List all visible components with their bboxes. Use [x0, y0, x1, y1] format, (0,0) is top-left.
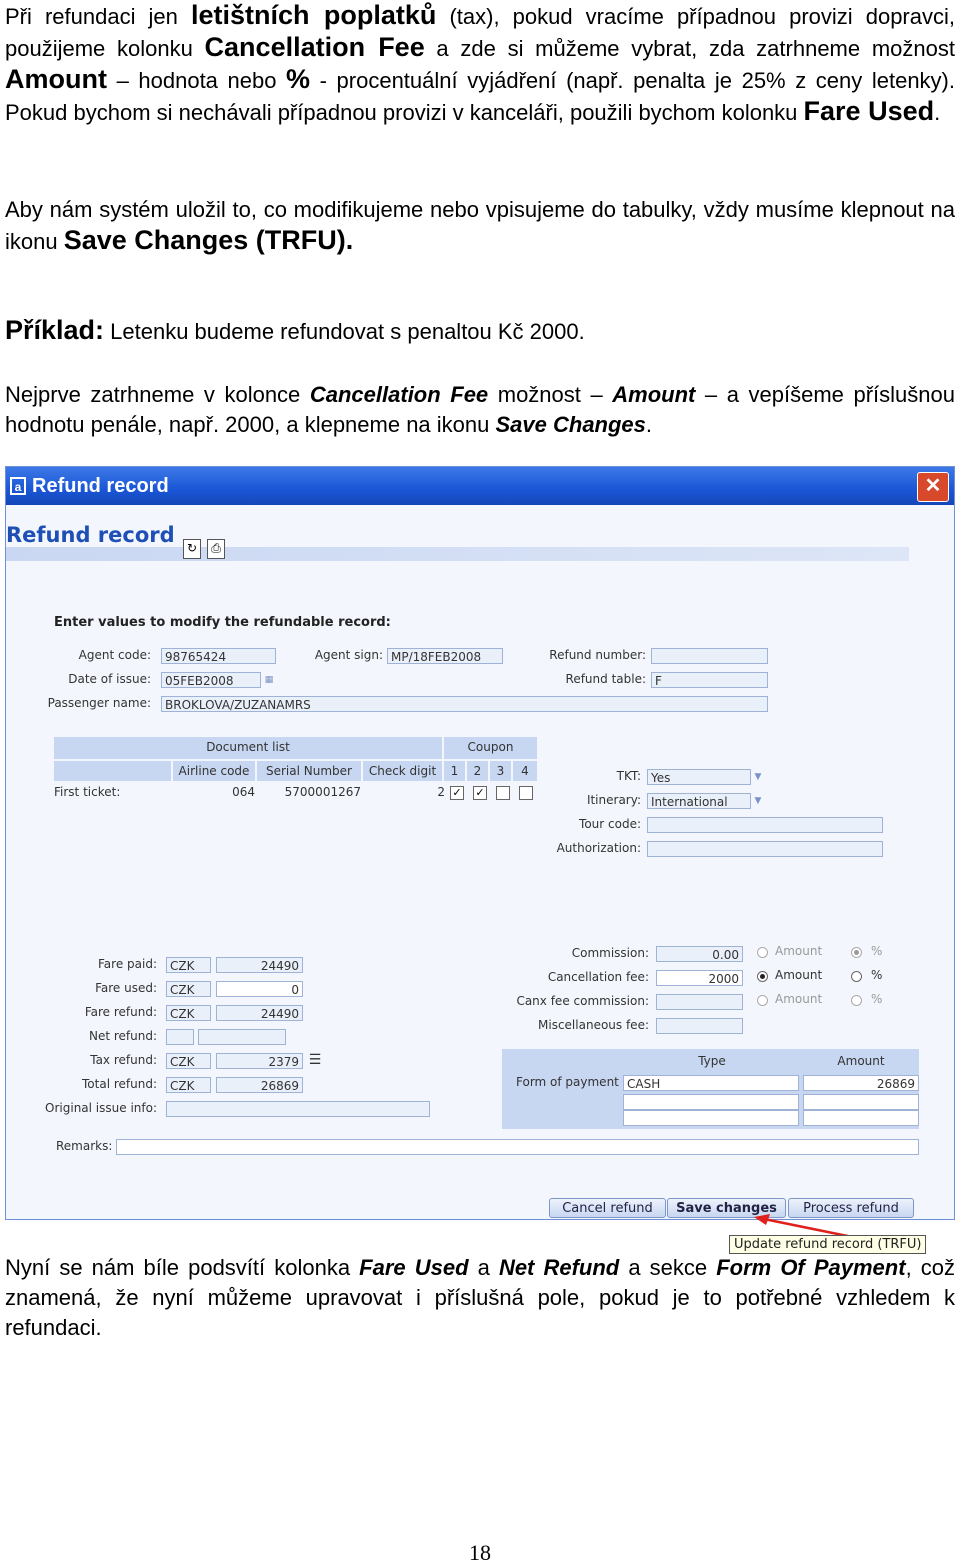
first-ticket-label: First ticket:: [54, 785, 121, 799]
original-issue-label: Original issue info:: [45, 1101, 157, 1115]
fare-refund-field[interactable]: 24490: [216, 1005, 303, 1021]
refund-number-label: Refund number:: [549, 648, 646, 662]
table-header-blank: [54, 761, 171, 781]
misc-fee-field[interactable]: [656, 1018, 743, 1034]
tour-code-label: Tour code:: [579, 817, 641, 831]
coupon-4-checkbox[interactable]: [519, 786, 533, 800]
window-title: Refund record: [32, 474, 169, 497]
cancellation-percent-radio[interactable]: [851, 971, 862, 982]
canx-amount-label: Amount: [775, 992, 823, 1006]
commission-percent-radio[interactable]: [851, 947, 862, 958]
paragraph-1: Při refundaci jen letištních poplatků (tax), pokud vracíme případnou provizi dopravci, použijeme kolonku Cancellation Fee a zde si můžeme vybrat, zda zatrhneme možnost Amount – hodnota nebo % - procentuální vyjádření (např. penalta je 25% z ceny letenky). Pokud bychom si nechávali případnou provizi v kanceláři, použili bychom kolonku Fare Used.: [5, 0, 955, 126]
remarks-label: Remarks:: [56, 1139, 113, 1153]
fare-refund-currency[interactable]: CZK: [166, 1005, 211, 1021]
fop-type-field-2[interactable]: [623, 1094, 799, 1110]
total-refund-field[interactable]: 26869: [216, 1077, 303, 1093]
serial-number-header: Serial Number: [257, 761, 361, 781]
commission-percent-label: %: [871, 944, 883, 958]
heading-bar: [6, 547, 909, 561]
commission-label: Commission:: [571, 946, 649, 960]
cancellation-fee-field[interactable]: 2000: [656, 970, 743, 986]
save-tooltip: Update refund record (TRFU): [729, 1235, 926, 1254]
fop-amount-header: Amount: [803, 1051, 919, 1073]
misc-fee-label: Miscellaneous fee:: [538, 1018, 649, 1032]
window-titlebar: [6, 467, 954, 505]
agent-sign-label: Agent sign:: [314, 648, 383, 662]
net-refund-field[interactable]: [198, 1029, 286, 1045]
coupon-header: Coupon: [444, 737, 537, 759]
coupon-1-checkbox[interactable]: ✓: [450, 786, 464, 800]
cancellation-amount-radio[interactable]: [757, 971, 768, 982]
calendar-icon[interactable]: ▦: [264, 675, 274, 685]
passenger-name-field[interactable]: BROKLOVA/ZUZANAMRS: [161, 696, 768, 712]
tour-code-field[interactable]: [647, 817, 883, 833]
cancel-refund-button[interactable]: Cancel refund: [549, 1198, 666, 1218]
cancellation-percent-label: %: [871, 968, 883, 982]
agent-code-field[interactable]: 98765424: [161, 648, 276, 664]
fare-paid-label: Fare paid:: [98, 957, 157, 971]
tax-details-icon[interactable]: ☰: [308, 1052, 322, 1068]
chevron-down-icon[interactable]: ▼: [754, 772, 762, 782]
coupon-2-checkbox[interactable]: ✓: [473, 786, 487, 800]
tax-refund-field[interactable]: 2379: [216, 1053, 303, 1069]
commission-amount-radio[interactable]: [757, 947, 768, 958]
refund-number-field[interactable]: [651, 648, 768, 664]
total-refund-label: Total refund:: [82, 1077, 157, 1091]
remarks-field[interactable]: [116, 1139, 919, 1155]
net-refund-currency[interactable]: [166, 1029, 194, 1045]
tax-refund-label: Tax refund:: [90, 1053, 157, 1067]
coupon-2-header: 2: [467, 761, 488, 781]
window-icon: a: [10, 477, 26, 495]
example-paragraph: Příklad: Letenku budeme refundovat s penaltou Kč 2000.: [5, 315, 585, 345]
form-of-payment-label: Form of payment: [516, 1075, 619, 1089]
commission-amount-label: Amount: [775, 944, 823, 958]
passenger-name-label: Passenger name:: [47, 696, 151, 710]
airline-code-cell: 064: [232, 785, 255, 799]
refund-table-field[interactable]: F: [651, 672, 768, 688]
refund-table-label: Refund table:: [565, 672, 646, 686]
record-heading: Refund record: [6, 523, 175, 547]
print-icon[interactable]: ⎙: [207, 539, 225, 559]
fare-used-currency[interactable]: CZK: [166, 981, 211, 997]
document-list-header: Document list: [54, 737, 442, 759]
fop-type-header: Type: [623, 1051, 801, 1073]
fop-type-field[interactable]: CASH: [623, 1075, 799, 1091]
paragraph-5: Nyní se nám bíle podsvítí kolonka Fare Used a Net Refund a sekce Form Of Payment, což znamená, že nyní můžeme upravovat i příslušná pole, pokud je to potřebné vzhledem k refundaci.: [5, 1255, 955, 1340]
canx-percent-radio[interactable]: [851, 995, 862, 1006]
fop-amount-field[interactable]: 26869: [803, 1075, 919, 1091]
fare-refund-label: Fare refund:: [84, 1005, 157, 1019]
paragraph-2: Aby nám systém uložil to, co modifikujeme nebo vpisujeme do tabulky, vždy musíme klepnout na ikonu Save Changes (TRFU).: [5, 197, 955, 255]
agent-code-label: Agent code:: [78, 648, 151, 662]
authorization-field[interactable]: [647, 841, 883, 857]
itinerary-select[interactable]: International: [647, 793, 751, 809]
canx-percent-label: %: [871, 992, 883, 1006]
net-refund-label: Net refund:: [88, 1029, 157, 1043]
tax-refund-currency[interactable]: CZK: [166, 1053, 211, 1069]
date-of-issue-label: Date of issue:: [68, 672, 151, 686]
fare-used-field[interactable]: 0: [216, 981, 303, 997]
itinerary-label: Itinerary:: [586, 793, 641, 807]
process-refund-button[interactable]: Process refund: [788, 1198, 914, 1218]
paragraph-4: Nejprve zatrhneme v kolonce Cancellation Fee možnost – Amount – a vepíšeme příslušnou hodnotu penále, např. 2000, a klepneme na ikonu Save Changes.: [5, 382, 955, 437]
fop-amount-field-2[interactable]: [803, 1094, 919, 1110]
fare-paid-field[interactable]: 24490: [216, 957, 303, 973]
commission-field[interactable]: 0.00: [656, 946, 743, 962]
fare-used-label: Fare used:: [95, 981, 157, 995]
coupon-3-checkbox[interactable]: [496, 786, 510, 800]
refund-record-window: [5, 466, 955, 1252]
tkt-select[interactable]: Yes: [647, 769, 751, 785]
airline-code-header: Airline code: [173, 761, 255, 781]
canx-commission-label: Canx fee commission:: [516, 994, 649, 1008]
authorization-label: Authorization:: [556, 841, 641, 855]
fop-type-field-3[interactable]: [623, 1110, 799, 1126]
save-changes-button[interactable]: Save changes: [667, 1198, 786, 1218]
check-digit-cell: 2: [437, 785, 445, 799]
serial-number-cell: 5700001267: [284, 785, 361, 799]
fop-amount-field-3[interactable]: [803, 1110, 919, 1126]
chevron-down-icon[interactable]: ▼: [754, 796, 762, 806]
original-issue-field[interactable]: [166, 1101, 430, 1117]
refresh-icon[interactable]: ↻: [183, 539, 201, 559]
coupon-3-header: 3: [490, 761, 511, 781]
instruction-text: Enter values to modify the refundable record:: [54, 615, 391, 630]
page-number: 18: [469, 1540, 491, 1565]
canx-amount-radio[interactable]: [757, 995, 768, 1006]
check-digit-header: Check digit: [363, 761, 442, 781]
cancellation-amount-label: Amount: [775, 968, 823, 982]
close-button[interactable]: ✕: [917, 472, 949, 502]
canx-commission-field[interactable]: [656, 994, 743, 1010]
cancellation-fee-label: Cancellation fee:: [547, 970, 649, 984]
coupon-4-header: 4: [513, 761, 537, 781]
fare-paid-currency[interactable]: CZK: [166, 957, 211, 973]
agent-sign-field[interactable]: MP/18FEB2008: [387, 648, 503, 664]
coupon-1-header: 1: [444, 761, 465, 781]
tkt-label: TKT:: [616, 769, 641, 783]
total-refund-currency[interactable]: CZK: [166, 1077, 211, 1093]
date-of-issue-field[interactable]: 05FEB2008: [161, 672, 261, 688]
